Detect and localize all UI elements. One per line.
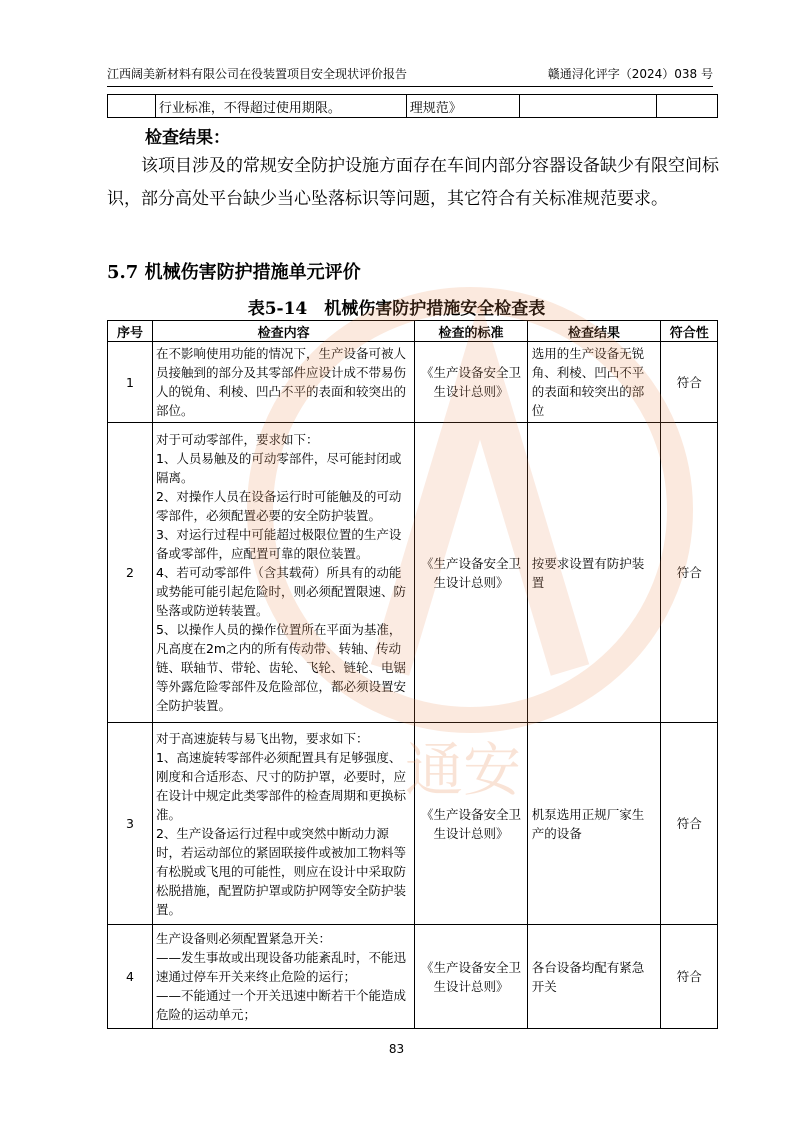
watermark-text: 通安 — [405, 736, 522, 804]
content-line: ——发生事故或出现设备功能紊乱时，不能迅速通过停车开关来终止危险的运行； — [155, 950, 406, 984]
content-line: 在不影响使用功能的情况下，生产设备可被人员接触到的部分及其零部件应设计成不带易伤人的锐角、利棱、凹凸不平的表面和较突出的部位。 — [155, 346, 406, 418]
content-line: 对于高速旋转与易飞出物，要求如下： — [155, 730, 369, 746]
row-conform: 符合 — [661, 925, 718, 1029]
table-row — [108, 342, 718, 423]
header-report-number: 赣通浔化评字（2024）038 号 — [547, 67, 713, 81]
table-cell: 行业标准，不得超过使用期限。 — [155, 95, 406, 118]
row-no: 3 — [108, 723, 153, 925]
row-no: 2 — [108, 423, 153, 723]
row-content — [152, 342, 414, 423]
row-conform: 符合 — [661, 342, 718, 423]
row-content — [152, 925, 414, 1029]
content-line: 5、以操作人员的操作位置所在平面为基准，凡高度在2m之内的所有传动带、转轴、传动链、联轴节、带轮、齿轮、飞轮、链轮、电锯等外露危险零部件及危险部位，都必须设置安全防护装置。 — [155, 622, 406, 713]
table-header-row — [108, 321, 718, 342]
content-line: 生产设备则必须配置紧急开关： — [155, 931, 331, 946]
page-number: 83 — [388, 1042, 405, 1056]
row-conform: 符合 — [661, 723, 718, 925]
content-line: 对于可动零部件，要求如下： — [155, 432, 319, 447]
table-cell — [520, 95, 656, 118]
header-conform: 符合性 — [661, 321, 718, 342]
page-header — [107, 64, 713, 87]
table-cell: 理规范》 — [406, 95, 519, 118]
table-row — [108, 95, 718, 118]
row-content — [152, 423, 414, 723]
table-row — [108, 925, 718, 1029]
table-title: 表5-14 机械伤害防护措施安全检查表 — [247, 299, 546, 319]
content-line: 1、高速旋转零部件必须配置具有足够强度、刚度和合适形态、尺寸的防护罩，必要时，应在设计中规定此类零部件的检查周期和更换标准。 — [155, 749, 406, 822]
header-company-title: 江西阔美新材料有限公司在役装置项目安全现状评价报告 — [107, 67, 408, 81]
header-result: 检查结果 — [527, 321, 661, 342]
row-no: 4 — [108, 925, 153, 1029]
content-line: 2、对操作人员在设备运行时可能触及的可动零部件，必须配置必要的安全防护装置。 — [155, 489, 402, 523]
table-row — [108, 723, 718, 925]
header-standard: 检查的标准 — [415, 321, 527, 342]
row-conform: 符合 — [661, 423, 718, 723]
header-content: 检查内容 — [152, 321, 414, 342]
content-line: 4、若可动零部件（含其载荷）所具有的动能或势能可能引起危险时，则必须配置限速、防坠落或防逆转装置。 — [155, 565, 406, 618]
result-paragraph: 该项目涉及的常规安全防护设施方面存在车间内部分容器设备缺少有限空间标识，部分高处平台缺少当心坠落标识等问题，其它符合有关标准规范要求。 — [107, 156, 719, 209]
row-result: 选用的生产设备无锐角、利棱、凹凸不平的表面和较突出的部位 — [527, 342, 661, 423]
table-row — [108, 423, 718, 723]
row-result: 按要求设置有防护装置 — [527, 423, 661, 723]
row-result: 机泵选用正规厂家生产的设备 — [527, 723, 661, 925]
row-standard: 《生产设备安全卫生设计总则》 — [415, 723, 527, 925]
content-line: ——不能通过一个开关迅速中断若干个能造成危险的运动单元； — [155, 988, 406, 1022]
row-standard: 《生产设备安全卫生设计总则》 — [415, 925, 527, 1029]
continued-table — [107, 94, 718, 118]
result-heading: 检查结果： — [145, 128, 230, 148]
row-standard: 《生产设备安全卫生设计总则》 — [415, 423, 527, 723]
table-cell — [108, 95, 156, 118]
row-result: 各台设备均配有紧急开关 — [527, 925, 661, 1029]
row-no: 1 — [108, 342, 153, 423]
inspection-table — [107, 320, 718, 1029]
row-standard: 《生产设备安全卫生设计总则》 — [415, 342, 527, 423]
row-content — [152, 723, 414, 925]
table-cell — [656, 95, 717, 118]
content-line: 2、生产设备运行过程中或突然中断动力源时，若运动部位的紧固联接件或被加工物料等有松脱或飞甩的可能性，则应在设计中采取防松脱措施，配置防护罩或防护网等安全防护装置。 — [155, 825, 406, 917]
header-no: 序号 — [108, 321, 153, 342]
section-heading: 5.7 机械伤害防护措施单元评价 — [107, 262, 361, 283]
content-line: 1、人员易触及的可动零部件，尽可能封闭或隔离。 — [155, 451, 402, 485]
content-line: 3、对运行过程中可能超过极限位置的生产设备或零部件，应配置可靠的限位装置。 — [155, 527, 402, 561]
